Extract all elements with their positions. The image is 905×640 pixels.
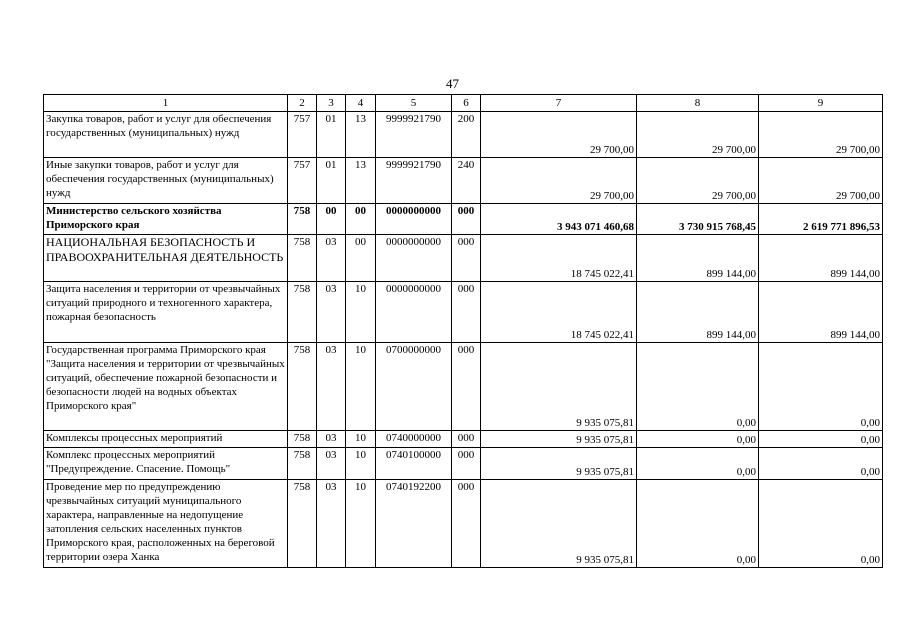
column-header: 8 [637,95,759,112]
cell-amount-8: 899 144,00 [637,282,759,343]
cell-amount-8: 0,00 [637,343,759,431]
row-name: Комплекс процессных мероприятий "Предупреждение. Спасение. Помощь" [44,448,288,480]
column-header: 9 [759,95,883,112]
cell-amount-9: 0,00 [759,343,883,431]
table-row [44,431,883,448]
cell-target-article: 0740000000 [376,431,452,448]
cell-amount-7: 9 935 075,81 [481,480,637,568]
cell-admin-code: 758 [288,343,317,431]
table-row [44,158,883,204]
row-name: Комплексы процессных мероприятий [44,431,288,448]
cell-amount-8: 3 730 915 768,45 [637,204,759,235]
cell-amount-9: 29 700,00 [759,158,883,204]
cell-target-article: 9999921790 [376,112,452,158]
cell-section: 03 [317,282,346,343]
table-row [44,282,883,343]
cell-amount-7: 9 935 075,81 [481,448,637,480]
cell-admin-code: 758 [288,204,317,235]
cell-amount-7: 18 745 022,41 [481,282,637,343]
cell-amount-7: 18 745 022,41 [481,235,637,282]
cell-amount-7: 29 700,00 [481,112,637,158]
cell-section: 00 [317,204,346,235]
cell-amount-8: 29 700,00 [637,112,759,158]
cell-admin-code: 758 [288,282,317,343]
column-header: 1 [44,95,288,112]
cell-expense-type: 000 [452,431,481,448]
cell-section: 01 [317,158,346,204]
budget-table [43,94,883,568]
cell-subsection: 13 [346,112,376,158]
cell-target-article: 0000000000 [376,282,452,343]
cell-amount-8: 0,00 [637,448,759,480]
column-header: 4 [346,95,376,112]
cell-amount-7: 9 935 075,81 [481,431,637,448]
table-row [44,480,883,568]
column-header: 7 [481,95,637,112]
cell-expense-type: 200 [452,112,481,158]
cell-amount-7: 9 935 075,81 [481,343,637,431]
cell-amount-9: 2 619 771 896,53 [759,204,883,235]
cell-amount-9: 0,00 [759,431,883,448]
cell-target-article: 0740192200 [376,480,452,568]
row-name: Закупка товаров, работ и услуг для обеспечения государственных (муниципальных) нужд [44,112,288,158]
cell-amount-8: 29 700,00 [637,158,759,204]
column-header: 5 [376,95,452,112]
row-name: Государственная программа Приморского края "Защита населения и территории от чрезвычайных ситуаций, обеспечение пожарной безопасности и безопасности людей на водных объектах Приморского края" [44,343,288,431]
cell-expense-type: 000 [452,282,481,343]
row-name: Защита населения и территории от чрезвычайных ситуаций природного и техногенного характера, пожарная безопасность [44,282,288,343]
cell-subsection: 13 [346,158,376,204]
cell-amount-7: 29 700,00 [481,158,637,204]
cell-admin-code: 758 [288,431,317,448]
cell-expense-type: 000 [452,448,481,480]
cell-target-article: 0000000000 [376,235,452,282]
cell-section: 03 [317,235,346,282]
cell-subsection: 10 [346,448,376,480]
cell-expense-type: 240 [452,158,481,204]
cell-section: 03 [317,343,346,431]
row-name: Министерство сельского хозяйства Приморского края [44,204,288,235]
table-row [44,112,883,158]
column-header: 2 [288,95,317,112]
cell-target-article: 0700000000 [376,343,452,431]
cell-subsection: 10 [346,343,376,431]
cell-admin-code: 758 [288,235,317,282]
cell-amount-9: 899 144,00 [759,235,883,282]
cell-subsection: 00 [346,204,376,235]
cell-admin-code: 758 [288,448,317,480]
cell-amount-8: 0,00 [637,431,759,448]
column-header: 6 [452,95,481,112]
cell-target-article: 0000000000 [376,204,452,235]
cell-section: 03 [317,480,346,568]
cell-target-article: 9999921790 [376,158,452,204]
cell-subsection: 10 [346,282,376,343]
cell-section: 01 [317,112,346,158]
cell-amount-9: 0,00 [759,480,883,568]
cell-subsection: 10 [346,480,376,568]
table-row [44,343,883,431]
table-row [44,448,883,480]
cell-admin-code: 758 [288,480,317,568]
row-name: НАЦИОНАЛЬНАЯ БЕЗОПАСНОСТЬ И ПРАВООХРАНИТЕЛЬНАЯ ДЕЯТЕЛЬНОСТЬ [44,235,288,282]
cell-expense-type: 000 [452,235,481,282]
row-name: Проведение мер по предупреждению чрезвычайных ситуаций муниципального характера, направленные на недопущение затопления сельских населенных пунктов Приморского края, расположенных на береговой территории озера Ханка [44,480,288,568]
cell-expense-type: 000 [452,480,481,568]
cell-admin-code: 757 [288,112,317,158]
cell-section: 03 [317,431,346,448]
cell-expense-type: 000 [452,343,481,431]
cell-target-article: 0740100000 [376,448,452,480]
cell-expense-type: 000 [452,204,481,235]
row-name: Иные закупки товаров, работ и услуг для обеспечения государственных (муниципальных) нужд [44,158,288,204]
cell-subsection: 10 [346,431,376,448]
cell-amount-9: 29 700,00 [759,112,883,158]
page-number: 47 [446,76,459,91]
table-row [44,204,883,235]
column-header: 3 [317,95,346,112]
cell-admin-code: 757 [288,158,317,204]
cell-amount-9: 899 144,00 [759,282,883,343]
cell-amount-8: 899 144,00 [637,235,759,282]
cell-subsection: 00 [346,235,376,282]
cell-amount-8: 0,00 [637,480,759,568]
table-row [44,235,883,282]
cell-amount-7: 3 943 071 460,68 [481,204,637,235]
column-number-row [44,95,883,112]
cell-section: 03 [317,448,346,480]
cell-amount-9: 0,00 [759,448,883,480]
